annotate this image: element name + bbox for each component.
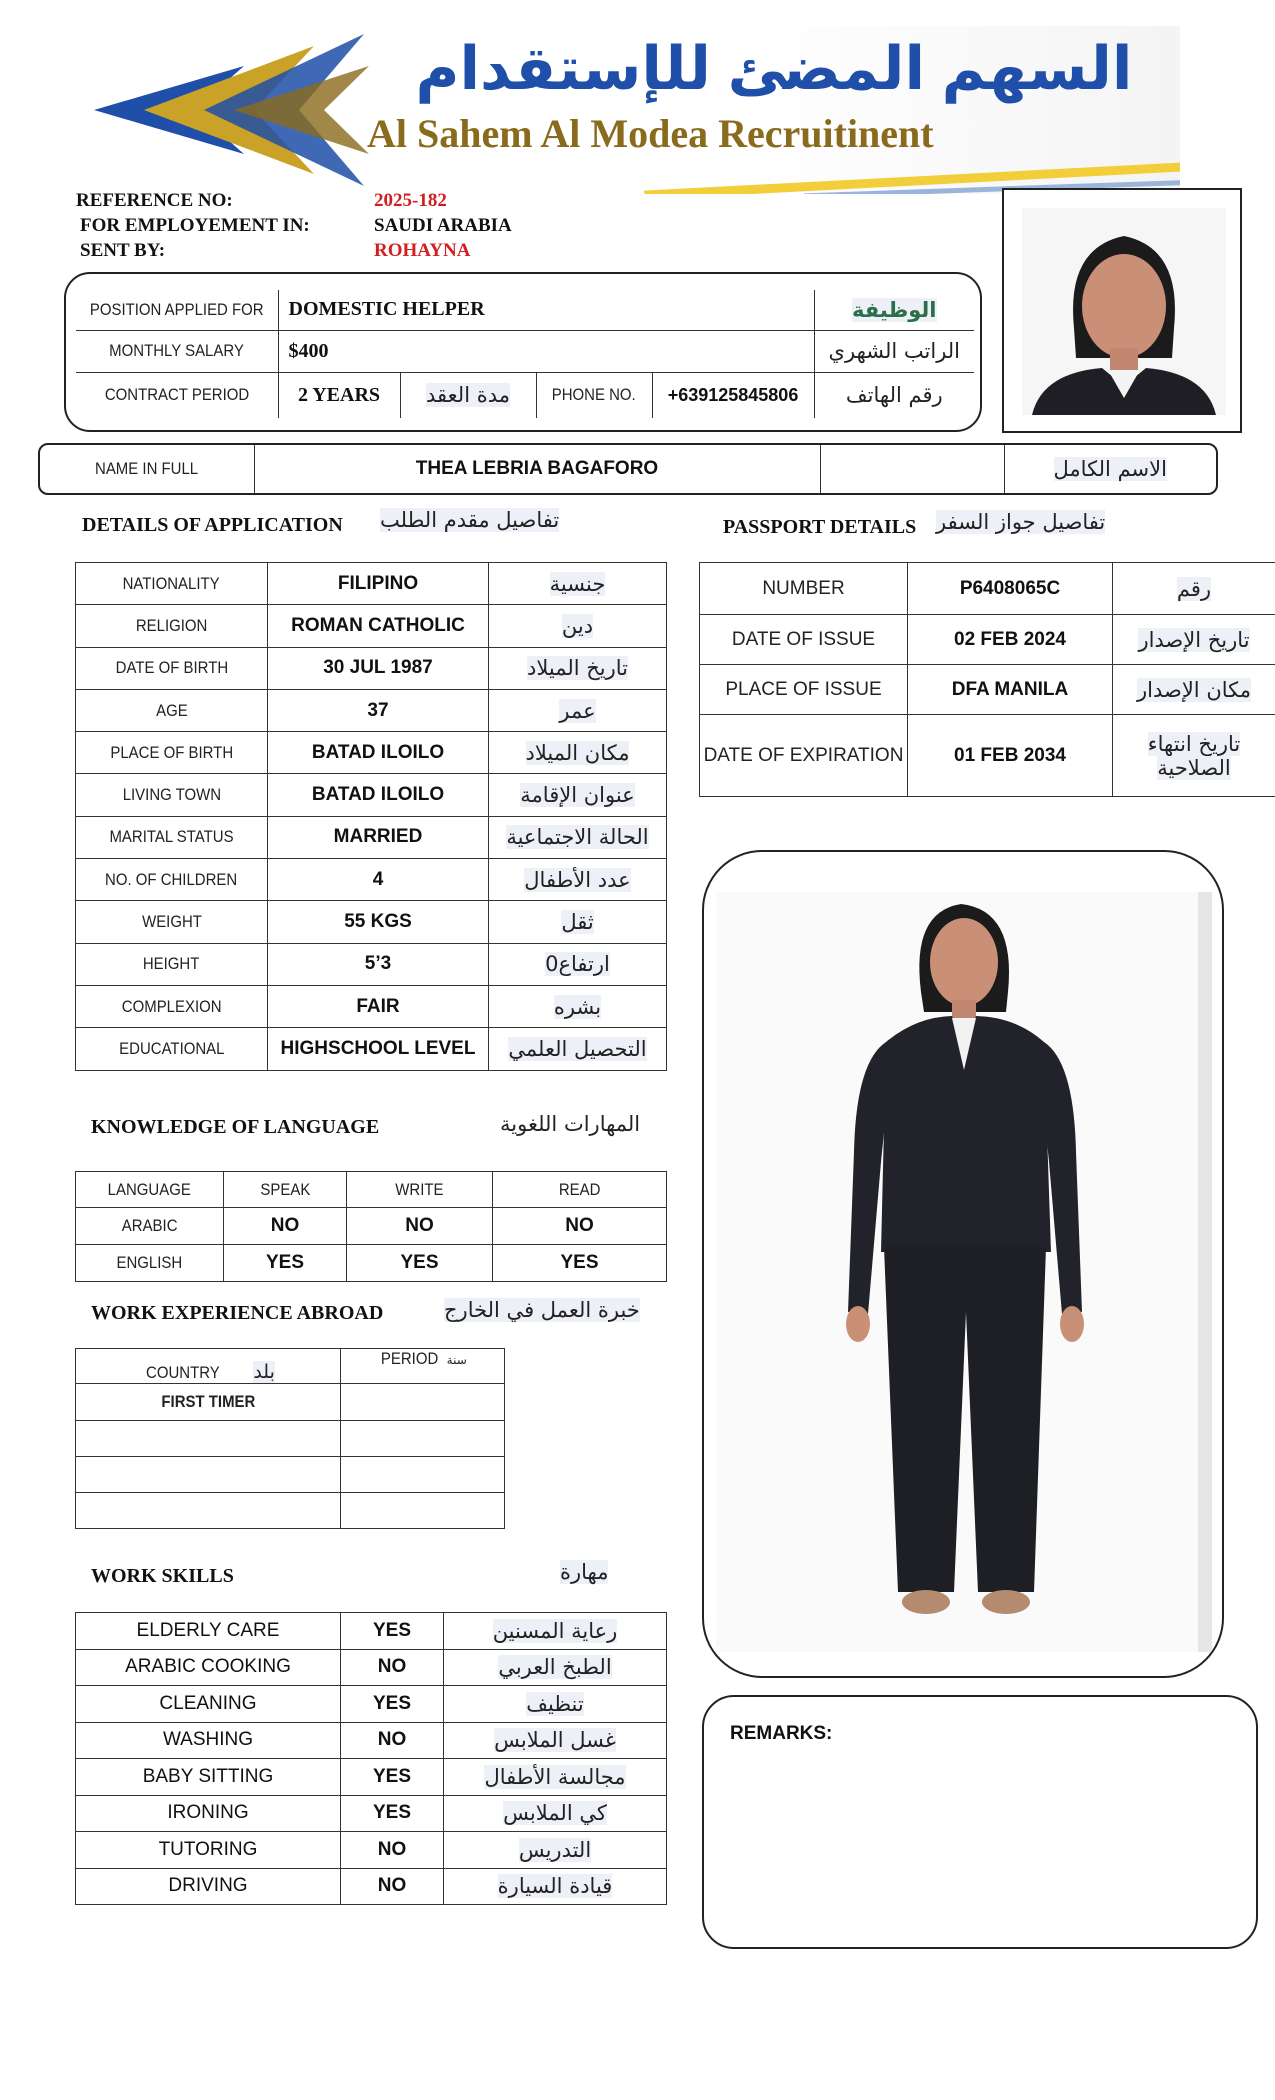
field-value: 4 — [372, 868, 384, 890]
skill-value: YES — [372, 1619, 412, 1641]
field-arabic: عدد الأطفال — [524, 867, 631, 892]
field-arabic: عنوان الإقامة — [520, 783, 635, 808]
skill-name: WASHING — [162, 1729, 254, 1751]
application-row — [76, 605, 667, 647]
company-name-english: Al Sahem Al Modea Recruitinent — [367, 111, 934, 156]
skill-name: CLEANING — [159, 1692, 257, 1714]
language-name: ENGLISH — [116, 1253, 183, 1272]
language-row-arabic — [76, 1208, 667, 1245]
field-label: AGE — [155, 700, 188, 720]
sent-by-label: SENT BY: — [80, 240, 166, 261]
phone-arabic: رقم الهاتف — [845, 383, 943, 408]
skill-arabic: غسل الملابس — [494, 1728, 616, 1753]
application-row — [76, 901, 667, 943]
application-row — [76, 943, 667, 985]
reference-label: REFERENCE NO: — [76, 190, 233, 211]
write-value: NO — [405, 1215, 434, 1236]
passport-label: PLACE OF ISSUE — [725, 678, 882, 700]
experience-row — [76, 1384, 505, 1421]
field-arabic: جنسية — [549, 571, 606, 596]
skill-name: DRIVING — [168, 1875, 248, 1897]
passport-value: P6408065C — [959, 577, 1061, 599]
skill-value: YES — [372, 1765, 412, 1787]
contract-label: CONTRACT PERIOD — [104, 385, 249, 405]
position-arabic: الوظيفة — [852, 297, 937, 322]
passport-arabic: تاريخ انتهاء الصلاحية — [1147, 731, 1241, 780]
field-arabic: الحالة الاجتماعية — [506, 825, 649, 850]
passport-row — [700, 615, 1275, 665]
field-arabic: التحصيل العلمي — [508, 1036, 647, 1061]
field-arabic: تاريخ الميلاد — [526, 656, 629, 681]
passport-arabic: رقم — [1176, 576, 1212, 601]
passport-label: NUMBER — [762, 577, 845, 599]
headshot-frame — [1002, 188, 1242, 433]
full-body-photo-frame — [702, 850, 1224, 1678]
passport-row — [700, 665, 1275, 715]
phone-value: +639125845806 — [667, 384, 799, 405]
applicant-headshot — [1022, 208, 1226, 415]
application-table — [75, 562, 667, 1071]
name-arabic: الاسم الكامل — [1053, 457, 1167, 481]
application-row — [76, 689, 667, 731]
field-arabic: عمر — [559, 698, 596, 723]
skills-title-arabic: مهارة — [560, 1560, 609, 1584]
contract-arabic: مدة العقد — [426, 383, 510, 408]
experience-table — [75, 1348, 505, 1529]
speak-header: SPEAK — [260, 1179, 310, 1199]
application-row — [76, 985, 667, 1027]
application-row — [76, 563, 667, 605]
skill-arabic: رعاية المسنين — [492, 1618, 618, 1643]
country-header-arabic: بلد — [253, 1361, 275, 1383]
application-rows — [76, 563, 667, 1071]
skill-name: ELDERLY CARE — [136, 1619, 280, 1641]
skill-name: BABY SITTING — [142, 1765, 274, 1787]
skill-value: NO — [377, 1838, 407, 1860]
application-row — [76, 859, 667, 901]
skill-value: NO — [377, 1875, 407, 1897]
field-label: PLACE OF BIRTH — [110, 742, 233, 762]
skill-name: ARABIC COOKING — [125, 1656, 291, 1678]
field-arabic: ارتفاع0 — [545, 952, 610, 977]
passport-value: 01 FEB 2034 — [954, 744, 1066, 766]
field-arabic: مكان الميلاد — [525, 740, 630, 765]
field-value: BATAD ILOILO — [311, 784, 445, 806]
passport-arabic: مكان الإصدار — [1137, 677, 1251, 702]
field-value: 5’3 — [364, 953, 392, 975]
experience-row — [76, 1493, 505, 1529]
name-table — [40, 445, 1216, 493]
field-label: LIVING TOWN — [122, 785, 221, 805]
passport-rows — [700, 563, 1275, 797]
skill-row — [76, 1686, 667, 1723]
employment-value: SAUDI ARABIA — [374, 215, 512, 236]
position-label: POSITION APPLIED FOR — [89, 299, 264, 319]
write-value: YES — [400, 1252, 439, 1273]
field-arabic: دين — [561, 613, 594, 638]
application-row — [76, 647, 667, 689]
skill-arabic: التدريس — [518, 1837, 592, 1862]
skill-arabic: الطبخ العربي — [498, 1655, 612, 1680]
language-row-english — [76, 1245, 667, 1282]
skills-table — [75, 1612, 667, 1905]
experience-title-arabic: خبرة العمل في الخارج — [444, 1298, 640, 1322]
field-value: BATAD ILOILO — [311, 741, 445, 763]
skill-row — [76, 1759, 667, 1796]
field-arabic: بشره — [553, 994, 602, 1019]
period-header-arabic: سنة — [446, 1353, 467, 1367]
employment-label: FOR EMPLOYEMENT IN: — [80, 215, 310, 236]
language-header-row — [76, 1172, 667, 1208]
skill-value: NO — [377, 1729, 407, 1751]
field-arabic: ثقل — [561, 910, 594, 935]
position-row — [76, 290, 974, 330]
applicant-full-body-photo — [716, 892, 1212, 1652]
skill-arabic: كي الملابس — [503, 1801, 607, 1826]
field-label: MARITAL STATUS — [109, 827, 234, 847]
salary-label: MONTHLY SALARY — [109, 341, 245, 360]
field-value: 30 JUL 1987 — [323, 657, 433, 679]
skill-row — [76, 1613, 667, 1650]
field-value: MARRIED — [333, 826, 423, 848]
experience-row — [76, 1457, 505, 1493]
skill-arabic: قيادة السيارة — [497, 1874, 613, 1899]
job-details-table — [76, 290, 974, 418]
application-row — [76, 774, 667, 816]
field-label: EDUCATIONAL — [118, 1038, 225, 1058]
salary-value: $400 — [288, 339, 329, 362]
contract-value: 2 YEARS — [297, 383, 381, 406]
passport-arabic: تاريخ الإصدار — [1138, 627, 1250, 652]
application-title: DETAILS OF APPLICATION — [82, 514, 343, 536]
field-label: WEIGHT — [141, 912, 202, 932]
passport-row — [700, 563, 1275, 615]
field-label: NATIONALITY — [123, 573, 220, 593]
position-value: DOMESTIC HELPER — [288, 298, 485, 321]
field-value: FILIPINO — [337, 572, 419, 594]
skill-value: YES — [372, 1802, 412, 1824]
speak-value: YES — [265, 1252, 305, 1273]
field-label: NO. OF CHILDREN — [105, 869, 238, 889]
experience-header-row — [76, 1349, 505, 1384]
contract-row — [76, 372, 974, 418]
skill-row — [76, 1795, 667, 1832]
field-label: HEIGHT — [143, 954, 200, 974]
application-row — [76, 732, 667, 774]
remarks-box — [702, 1695, 1258, 1949]
application-title-arabic: تفاصيل مقدم الطلب — [380, 508, 560, 532]
remarks-label: REMARKS: — [730, 1723, 833, 1744]
write-header: WRITE — [395, 1179, 444, 1199]
salary-arabic: الراتب الشهري — [828, 339, 961, 363]
skill-value: YES — [372, 1692, 412, 1714]
language-header: LANGUAGE — [107, 1179, 192, 1199]
language-table — [75, 1171, 667, 1282]
experience-row — [76, 1421, 505, 1457]
country-header: COUNTRY — [146, 1363, 220, 1382]
language-title: KNOWLEDGE OF LANGUAGE — [91, 1116, 380, 1138]
passport-title: PASSPORT DETAILS — [723, 516, 917, 538]
phone-label: PHONE NO. — [552, 385, 636, 405]
skill-value: NO — [377, 1656, 407, 1678]
passport-value: DFA MANILA — [951, 678, 1069, 700]
field-label: COMPLEXION — [121, 996, 222, 1016]
field-label: RELIGION — [135, 615, 208, 635]
experience-country: FIRST TIMER — [161, 1392, 255, 1411]
application-row — [76, 816, 667, 858]
field-value: FAIR — [356, 995, 400, 1017]
field-label: DATE OF BIRTH — [115, 658, 228, 678]
skill-row — [76, 1649, 667, 1686]
skill-row — [76, 1868, 667, 1905]
field-value: HIGHSCHOOL LEVEL — [280, 1037, 476, 1059]
application-row — [76, 1028, 667, 1070]
company-banner — [84, 26, 1180, 194]
name-label: NAME IN FULL — [95, 459, 199, 478]
experience-title: WORK EXPERIENCE ABROAD — [91, 1302, 384, 1324]
field-value: 37 — [367, 699, 389, 721]
language-title-arabic: المهارات اللغوية — [500, 1112, 641, 1136]
read-value: YES — [560, 1252, 599, 1273]
passport-table — [699, 562, 1275, 797]
read-value: NO — [565, 1215, 594, 1236]
skill-arabic: تنظيف — [526, 1691, 584, 1716]
company-logo — [84, 26, 374, 194]
skill-row — [76, 1832, 667, 1869]
skill-name: TUTORING — [158, 1838, 258, 1860]
skill-name: IRONING — [167, 1802, 249, 1824]
period-header: PERIOD — [380, 1349, 439, 1368]
passport-title-arabic: تفاصيل جواز السفر — [936, 510, 1106, 534]
reference-value: 2025-182 — [374, 190, 447, 211]
passport-label: DATE OF ISSUE — [731, 628, 876, 650]
passport-row — [700, 715, 1275, 797]
read-header: READ — [558, 1179, 601, 1199]
field-value: 55 KGS — [344, 911, 412, 933]
field-value: ROMAN CATHOLIC — [291, 614, 465, 636]
language-name: ARABIC — [121, 1216, 178, 1235]
company-name-arabic: السهم المضئ للإستقدام — [415, 35, 1133, 102]
skills-rows — [76, 1613, 667, 1905]
skill-row — [76, 1722, 667, 1759]
skills-title: WORK SKILLS — [91, 1565, 234, 1587]
passport-value: 02 FEB 2024 — [954, 628, 1066, 650]
name-value: THEA LEBRIA BAGAFORO — [415, 458, 659, 479]
salary-row — [76, 330, 974, 372]
skill-arabic: مجالسة الأطفال — [484, 1764, 626, 1789]
passport-label: DATE OF EXPIRATION — [703, 744, 904, 766]
sent-by-value: ROHAYNA — [374, 240, 471, 261]
speak-value: NO — [270, 1215, 300, 1236]
